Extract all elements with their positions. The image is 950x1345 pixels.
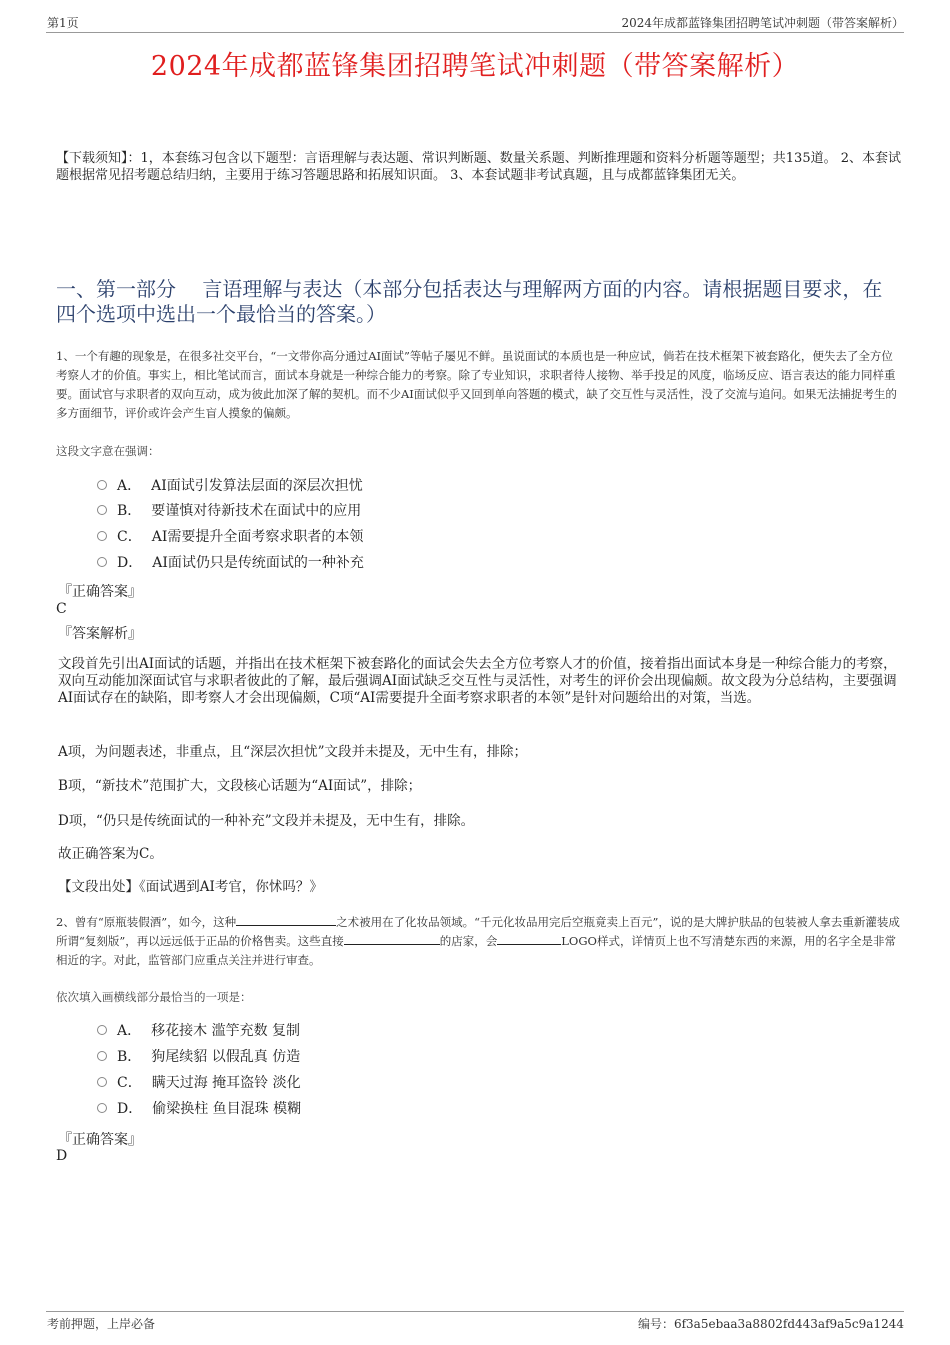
radio-icon[interactable] — [97, 531, 107, 541]
section-heading: 一、第一部分 言语理解与表达（本部分包括表达与理解两方面的内容。请根据题目要求，在四个选项中选出一个最恰当的答案。） — [56, 277, 883, 326]
question-1-reason-b: B项，“新技术”范围扩大，文段核心话题为“AI面试”，排除； — [58, 778, 422, 794]
header-page-number: 第1页 — [47, 16, 79, 30]
download-notice: 【下载须知】：1，本套练习包含以下题型：言语理解与表达题、常识判断题、数量关系题、判断推理题和资料分析题等题型；共135道。 2、本套试题根据常见招考题总结归纳，主要用于练习答题思路和拓展知识面。 3、本套试题非考试真题，且与成都蓝锋集团无关。 — [56, 151, 901, 183]
header-doc-title: 2024年成都蓝锋集团招聘笔试冲刺题（带答案解析） — [621, 16, 904, 30]
question-2-option-c[interactable]: C． 瞒天过海 掩耳盗铃 淡化 — [97, 1074, 301, 1092]
question-1-reason-d: D项，“仍只是传统面试的一种补充”文段并未提及，无中生有，排除。 — [58, 813, 475, 829]
header-divider — [46, 32, 904, 33]
question-1-text: 1、一个有趣的现象是，在很多社交平台，“一文带你高分通过AI面试”等帖子屡见不鲜。虽说面试的本质也是一种应试，倘若在技术框架下被套路化，便失去了全方位考察人才的价值。事实上，相比笔试而言，面试本身就是一种综合能力的考察。除了专业知识，求职者待人接物、举手投足的风度，临场反应、语言表达的能力同样重要。面试官与求职者的双向互动，成为彼此加深了解的契机。而不少AI面试似乎又回到单向答题的模式，缺了交互性与灵活性，没了交流与追问。如果无法捕捉考生的多方面细节，评价或许会产生盲人摸象的偏颇。 — [56, 349, 897, 420]
question-1-answer: C — [56, 601, 67, 617]
question-2-prompt: 依次填入画横线部分最恰当的一项是： — [56, 990, 252, 1004]
question-2-answer-label: 『正确答案』 — [58, 1132, 142, 1148]
radio-icon[interactable] — [97, 557, 107, 567]
question-2-option-a[interactable]: A． 移花接木 滥竽充数 复制 — [97, 1022, 300, 1040]
question-1-prompt: 这段文字意在强调： — [56, 444, 160, 458]
footer-slogan: 考前押题，上岸必备 — [47, 1317, 156, 1331]
radio-icon[interactable] — [97, 505, 107, 515]
question-2-option-d[interactable]: D． 偷梁换柱 鱼目混珠 模糊 — [97, 1100, 301, 1118]
radio-icon[interactable] — [97, 480, 107, 490]
fill-blank-1 — [236, 913, 336, 926]
footer-divider — [46, 1311, 904, 1312]
question-1-answer-label: 『正确答案』 — [58, 584, 142, 600]
question-1-source: 【文段出处】《面试遇到AI考官，你怵吗？》 — [58, 879, 323, 895]
question-1-option-b[interactable]: B． 要谨慎对待新技术在面试中的应用 — [97, 502, 361, 520]
page-title: 2024年成都蓝锋集团招聘笔试冲刺题（带答案解析） — [150, 51, 800, 82]
question-2-answer: D — [56, 1148, 68, 1164]
radio-icon[interactable] — [97, 1103, 107, 1113]
radio-icon[interactable] — [97, 1077, 107, 1087]
question-2-text: 2、曾有“原瓶装假酒”，如今，这种 之术被用在了化妆品领域。“千元化妆品用完后空瓶竟卖上百元”，说的是大牌护肤品的包装被人拿去重新灌装成所谓“复刻版”，再以远远低于正品的价格售卖。这些直接 的店家，会 LOGO样式，详情页上也不写清楚东西的来源，用的名字全是非常相近的字。对此，监管部门应重点关注并进行审查。 — [56, 915, 900, 967]
radio-icon[interactable] — [97, 1051, 107, 1061]
question-2-option-b[interactable]: B． 狗尾续貂 以假乱真 仿造 — [97, 1048, 300, 1066]
radio-icon[interactable] — [97, 1025, 107, 1035]
question-1-option-c[interactable]: C． AI需要提升全面考察求职者的本领 — [97, 528, 363, 546]
question-1-analysis: 文段首先引出AI面试的话题，并指出在技术框架下被套路化的面试会失去全方位考察人才的价值，接着指出面试本身是一种综合能力的考察，双向互动能加深面试官与求职者彼此的了解，最后强调AI面试缺乏交互性与灵活性，对考生的评价会出现偏颇。故文段为分总结构，主要强调AI面试存在的缺陷，即考察人才会出现偏颇，C项“AI需要提升全面考察求职者的本领”是针对问题给出的对策，当选。 — [58, 656, 897, 706]
question-1-analysis-label: 『答案解析』 — [58, 626, 142, 642]
fill-blank-3 — [497, 932, 561, 945]
question-1-conclusion: 故正确答案为C。 — [58, 846, 163, 862]
fill-blank-2 — [344, 932, 440, 945]
question-1-option-a[interactable]: A． AI面试引发算法层面的深层次担忧 — [97, 477, 363, 495]
question-1-option-d[interactable]: D． AI面试仍只是传统面试的一种补充 — [97, 554, 364, 572]
question-1-reason-a: A项，为问题表述，非重点，且“深层次担忧”文段并未提及，无中生有，排除； — [58, 744, 528, 760]
footer-doc-id: 编号：6f3a5ebaa3a8802fd443af9a5c9a1244 — [637, 1317, 904, 1331]
